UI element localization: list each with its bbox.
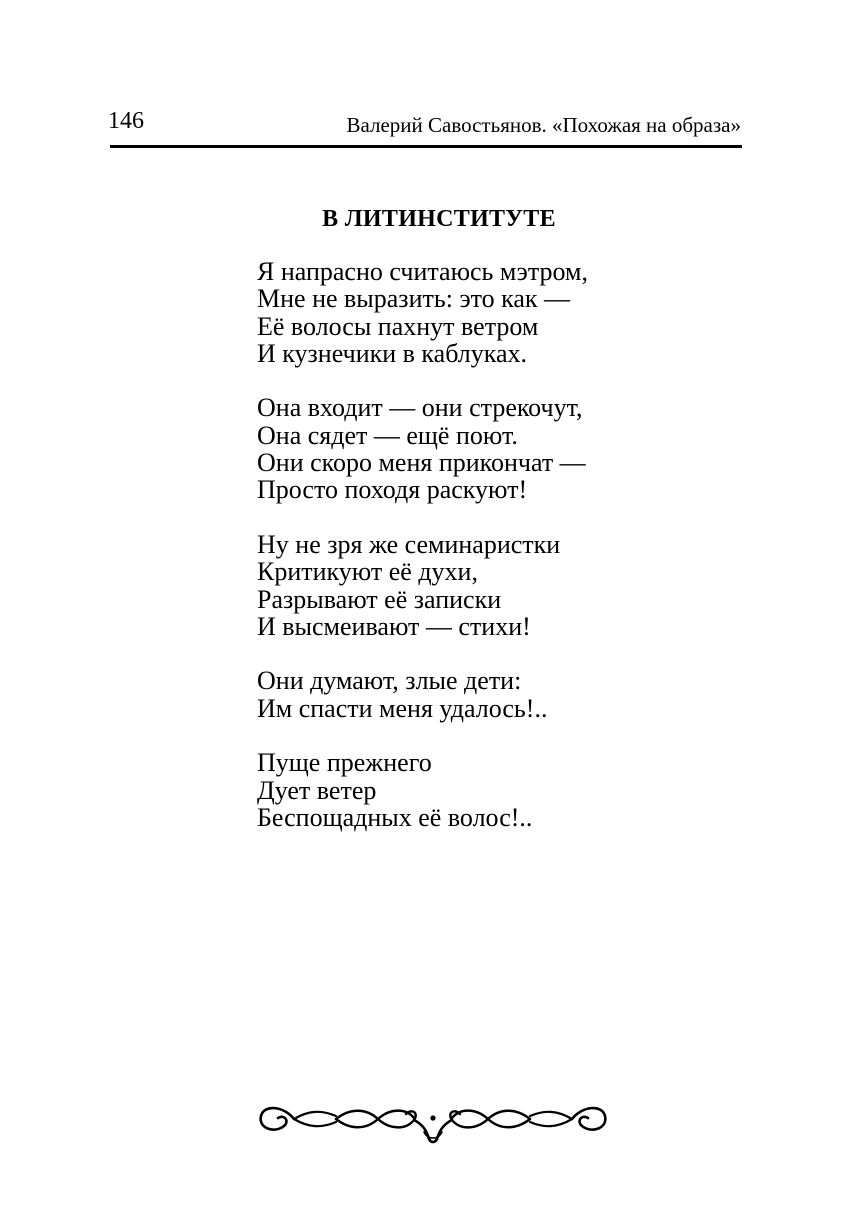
poem-title: В ЛИТИНСТИТУТЕ: [322, 206, 556, 232]
poem-line: Они скоро меня прикончат —: [257, 448, 586, 478]
poem-line: И высмеивают — стихи!: [257, 611, 531, 641]
poem-line: Мне не выразить: это как —: [257, 284, 571, 314]
poem-line: И кузнечики в каблуках.: [257, 338, 528, 368]
poem-line: Дует ветер: [257, 775, 377, 805]
stanza-4: [257, 667, 588, 722]
stanza-1: [257, 258, 588, 367]
poem-line: Беспощадных её волос!..: [257, 802, 533, 832]
page-number: 146: [108, 108, 144, 134]
stanza-3: [257, 531, 588, 640]
poem-line: Они думают, злые дети:: [257, 666, 522, 696]
poem-line: Ну не зря же семинаристки: [257, 529, 561, 559]
poem-line: Разрывают её записки: [257, 584, 502, 614]
stanza-2: [257, 394, 588, 503]
poem-body: [257, 258, 588, 859]
poem-line: Критикуют её духи,: [257, 557, 478, 587]
poem-line: Просто походя раскуют!: [257, 475, 528, 505]
poem-line: Она входит — они стрекочут,: [257, 393, 583, 423]
poem-line: Она сядет — ещё поют.: [257, 420, 518, 450]
header-rule: [110, 145, 742, 148]
running-title: Валерий Савостьянов. «Похожая на образа»: [346, 113, 741, 137]
poem-line: Пуще прежнего: [257, 748, 432, 778]
flourish-divider-icon: [254, 1094, 612, 1150]
poem-line: Я напрасно считаюсь мэтром,: [257, 257, 588, 286]
poem-line: Им спасти меня удалось!..: [257, 693, 548, 723]
stanza-5: [257, 749, 588, 831]
poem-line: Её волосы пахнут ветром: [257, 311, 539, 341]
